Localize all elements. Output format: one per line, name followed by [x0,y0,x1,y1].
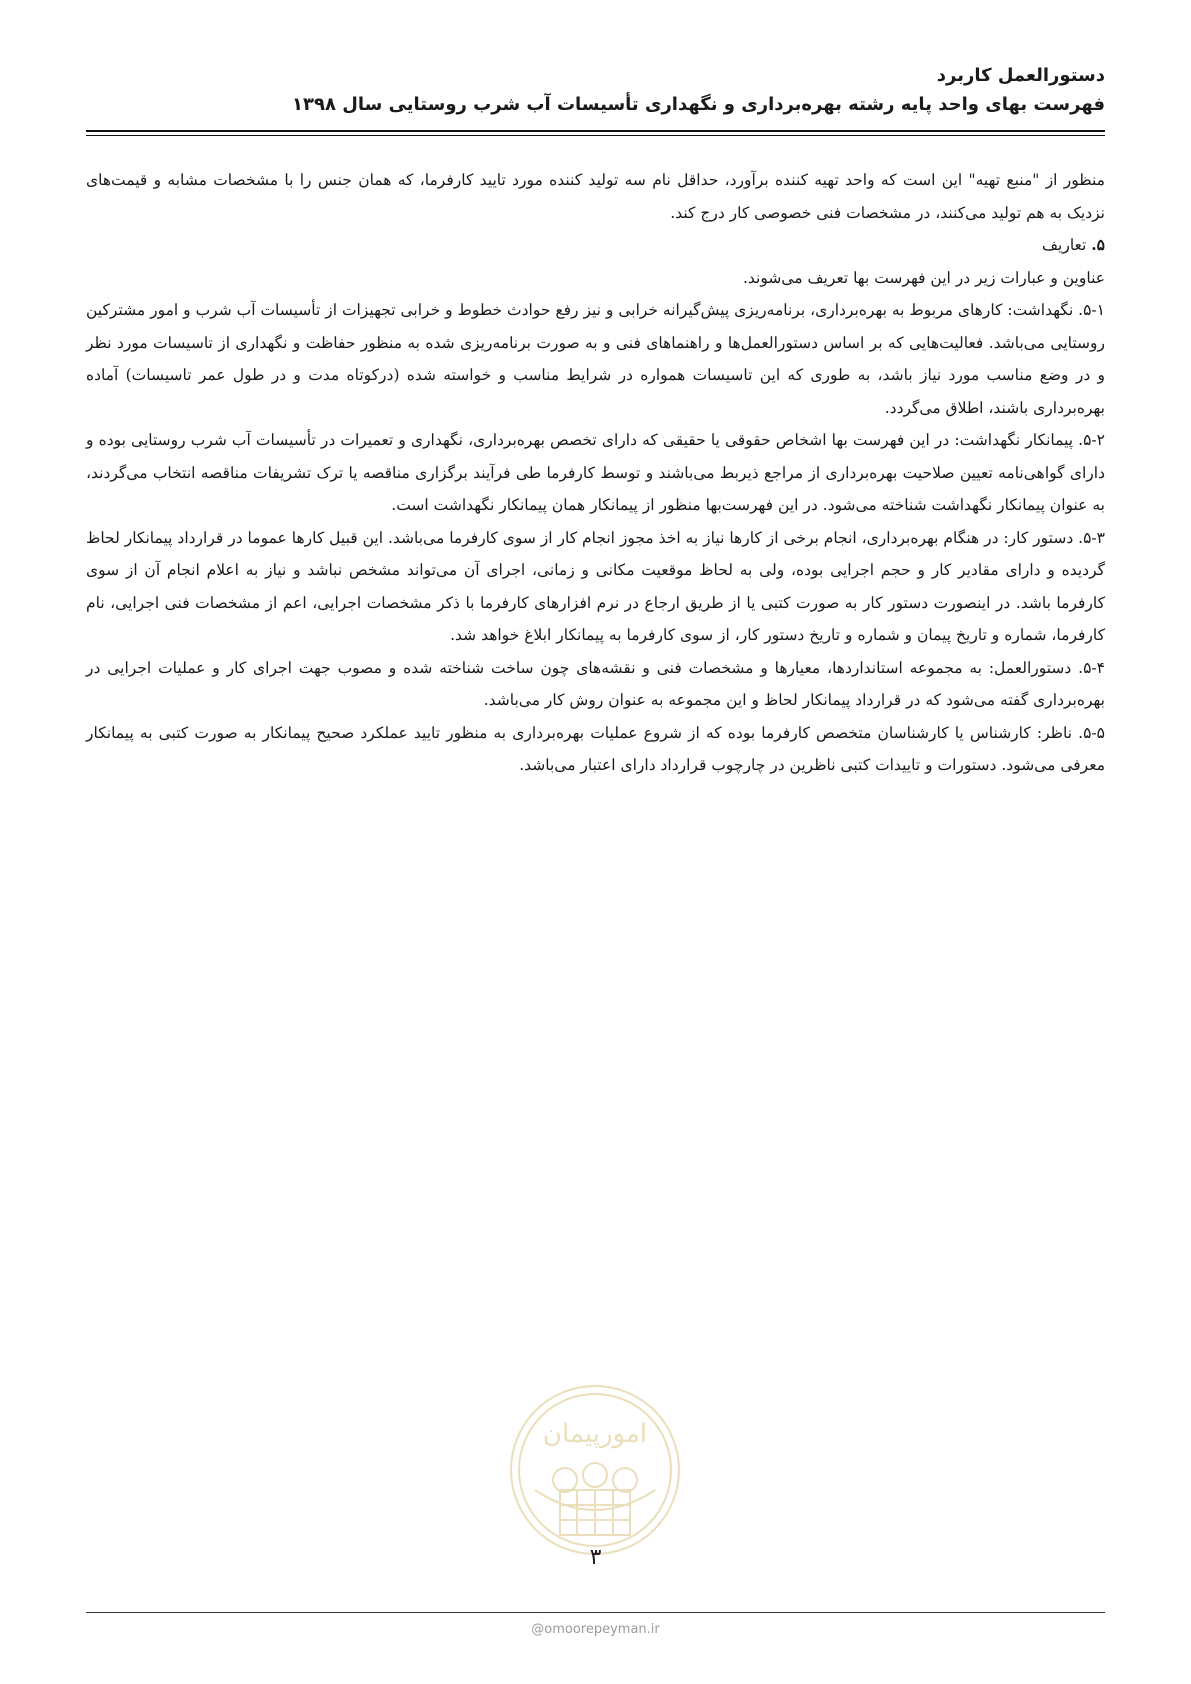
document-body [86,164,1105,782]
page-header [86,62,1105,120]
section-title: تعاریف [1041,236,1087,254]
paragraph-5-1: ۵-۱. نگهداشت: کارهای مربوط به بهره‌برداری، برنامه‌ریزی پیش‌گیرانه خرابی و نیز رفع حوادث خطوط و خرابی تجهیزات از تأسیسات آب شرب و امور مشترکین روستایی می‌باشد. فعالیت‌هایی که بر اساس دستورالعمل‌ها و راهنماهای فنی و به صورت برنامه‌ریزی شده به منظور حفاظت و نگهداری از تاسیسات مورد نظر و در وضع مناسب مورد نیاز باشد، به طوری که این تاسیسات همواره در شرایط مناسب و خواسته شده (درکوتاه مدت و در طول عمر تاسیسات) آماده بهره‌برداری باشند، اطلاق می‌گردد. [86,301,1105,417]
section-heading-definitions [86,229,1105,262]
watermark-logo [505,1380,685,1560]
paragraph-5-5: ۵-۵. ناظر: کارشناس یا کارشناسان متخصص کارفرما بوده که از شروع عملیات بهره‌برداری به منظور تایید عملکرد صحیح پیمانکار به صورت کتبی به پیمانکار معرفی می‌شود. دستورات و تاییدات کتبی ناظرین در چارچوب قرارداد دارای اعتبار می‌باشد. [86,723,1105,774]
paragraph-5-4: ۵-۴. دستورالعمل: به مجموعه استانداردها، معیارها و مشخصات فنی و نقشه‌های چون ساخت شناخته شده و مصوب جهت اجرای کار و عملیات اجرایی در بهره‌برداری گفته می‌شود که در قرارداد پیمانکار لحاظ و این مجموعه به عنوان روش کار می‌باشد. [86,658,1105,709]
paragraph-5-3: ۵-۳. دستور کار: در هنگام بهره‌برداری، انجام برخی از کارها نیاز به اخذ مجوز انجام کار از سوی کارفرما می‌باشد. این قبیل کارها عموما در قرارداد پیمانکار لحاظ گردیده و دارای مقادیر کار و حجم اجرایی بوده، ولی به لحاظ موقعیت مکانی و زمانی، اجرای آن می‌تواند مشخص نباشد و نیاز به اعلام انجام آن از سوی کارفرما باشد. در اینصورت دستور کار به صورت کتبی یا از طریق ارجاع در نرم افزارهای کارفرما با ذکر مشخصات اجرایی، اعم از مشخصات فنی اجرایی، نام کارفرما، شماره و تاریخ پیمان و شماره و تاریخ دستور کار، از سوی کارفرما به پیمانکار ابلاغ خواهد شد. [86,528,1105,644]
section-number: ۵. [1091,235,1105,254]
page-number: ۳ [589,1545,602,1570]
paragraph-source-definition: منظور از "منبع تهیه" این است که واحد تهیه کننده برآورد، حداقل نام سه تولید کننده مورد تایید کارفرما، که همان جنس را با مشخصات مشابه و قیمت‌های نزدیک به هم تولید می‌کنند، در مشخصات فنی خصوصی کار درج کند. [86,171,1105,222]
document-subtitle: فهرست بهای واحد پایه رشته بهره‌برداری و نگهداری تأسیسات آب شرب روستایی سال ۱۳۹۸ [292,94,1105,115]
paragraph-definitions-intro: عناوین و عبارات زیر در این فهرست بها تعریف می‌شوند. [742,268,1105,287]
document-title: دستورالعمل کاربرد [936,65,1105,86]
footer-handle: @omoorepeyman.ir [531,1622,660,1637]
paragraph-5-2: ۵-۲. پیمانکار نگهداشت: در این فهرست بها اشخاص حقوقی یا حقیقی که دارای تخصص بهره‌برداری، نگهداری و تعمیرات در تأسیسات آب شرب روستایی بوده و دارای گواهی‌نامه تعیین صلاحیت بهره‌برداری از مراجع ذیربط می‌باشند و توسط کارفرما طی فرآیند برگزاری مناقصه یا ترک تشریفات مناقصه انتخاب می‌گردند، به عنوان پیمانکار نگهداشت شناخته می‌شود. در این فهرست‌بها منظور از پیمانکار همان پیمانکار نگهداشت است. [86,431,1105,514]
header-rule-thin [86,135,1105,136]
watermark-logo-text: امورپیمان [542,1419,648,1449]
header-rule-thick [86,130,1105,132]
footer-rule [86,1612,1105,1613]
